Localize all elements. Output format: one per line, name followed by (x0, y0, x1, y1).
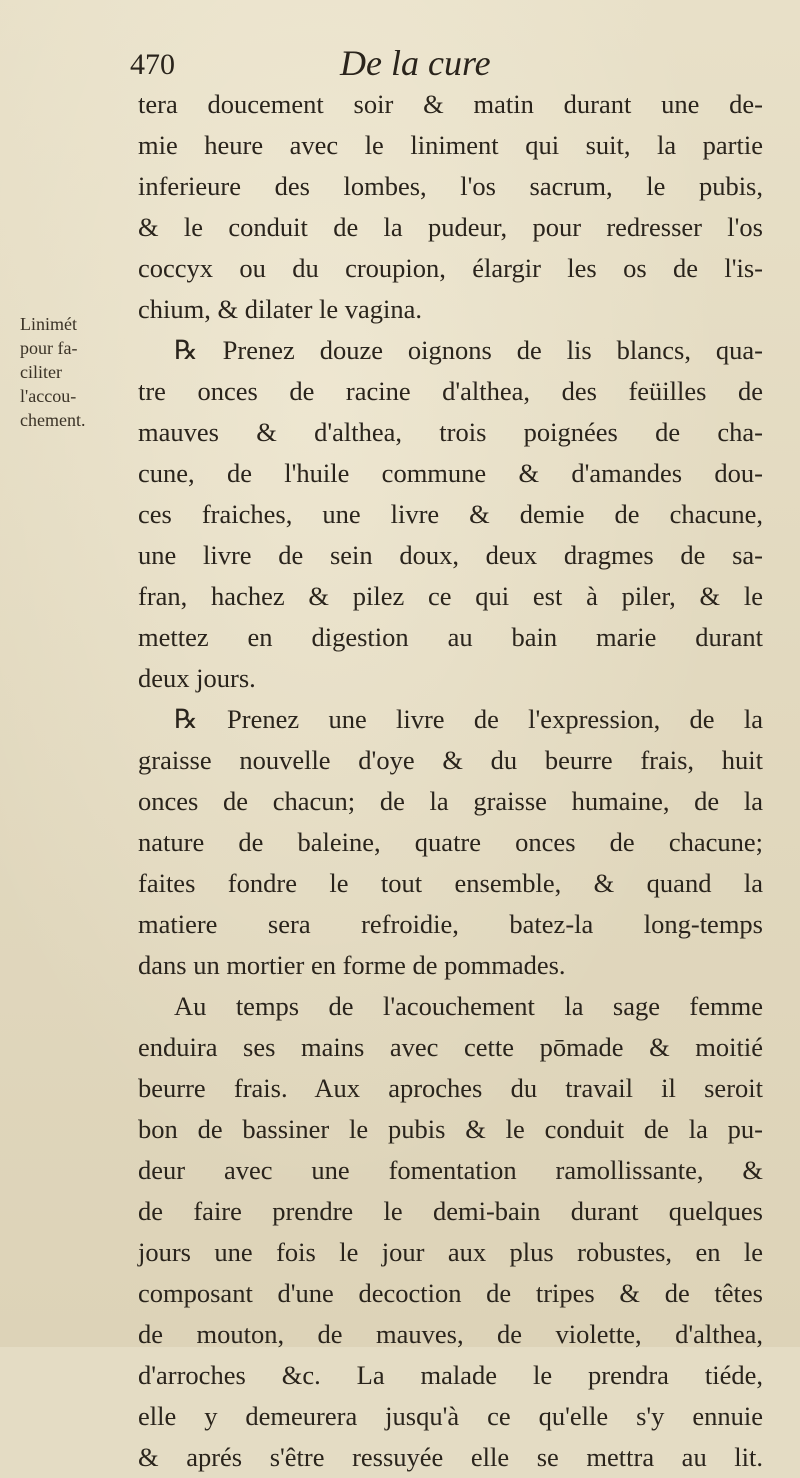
text-line: tre onces de racine d'althea, des feüilles de (138, 376, 763, 406)
text-line: une livre de sein doux, deux dragmes de sa- (138, 540, 763, 570)
text-line: nature de baleine, quatre onces de chacune; (138, 827, 763, 857)
page-number: 470 (130, 48, 175, 81)
text-line: tera doucement soir & matin durant une de- (138, 89, 763, 119)
paragraph-start-line: Au temps de l'acouchement la sage femme (174, 991, 763, 1021)
margin-note-line: pour fa- (20, 338, 78, 358)
text-line: & le conduit de la pudeur, pour redresser l'os (138, 212, 763, 242)
text-line: bon de bassiner le pubis & le conduit de la pu- (138, 1114, 763, 1144)
text-line: coccyx ou du croupion, élargir les os de l'is- (138, 253, 763, 283)
recipe-line: ℞ Prenez douze oignons de lis blancs, qua- (174, 335, 763, 365)
running-head (130, 42, 790, 90)
text-line: cune, de l'huile commune & d'amandes dou- (138, 458, 763, 488)
text-line: de mouton, de mauves, de violette, d'althea, (138, 1319, 763, 1349)
text-line: & aprés s'être ressuyée elle se mettra au lit. (138, 1442, 763, 1472)
text-line: de faire prendre le demi-bain durant quelques (138, 1196, 763, 1226)
text-line: enduira ses mains avec cette pōmade & moitié (138, 1032, 763, 1062)
text-line: mettez en digestion au bain marie durant (138, 622, 763, 652)
text-line: onces de chacun; de la graisse humaine, de la (138, 786, 763, 816)
margin-note-line: ciliter (20, 362, 62, 382)
text-line: mie heure avec le liniment qui suit, la partie (138, 130, 763, 160)
text-line: beurre frais. Aux aproches du travail il seroit (138, 1073, 763, 1103)
text-line: fran, hachez & pilez ce qui est à piler, & le (138, 581, 763, 611)
text-line: inferieure des lombes, l'os sacrum, le pubis, (138, 171, 763, 201)
body-text (138, 84, 763, 1478)
text-line: deux jours. (138, 663, 256, 693)
text-line: faites fondre le tout ensemble, & quand la (138, 868, 763, 898)
text-line: elle y demeurera jusqu'à ce qu'elle s'y ennuie (138, 1401, 763, 1431)
margin-note-line: Linimét (20, 314, 77, 334)
margin-note-line: l'accou- (20, 386, 77, 406)
text-line: composant d'une decoction de tripes & de têtes (138, 1278, 763, 1308)
text-line: dans un mortier en forme de pommades. (138, 950, 566, 980)
recipe-line: ℞ Prenez une livre de l'expression, de la (174, 704, 763, 734)
text-line: chium, & dilater le vagina. (138, 294, 423, 324)
text-line: mauves & d'althea, trois poignées de cha- (138, 417, 763, 447)
margin-note-line: chement. (20, 410, 86, 430)
margin-note (20, 312, 132, 432)
text-line: ces fraiches, une livre & demie de chacune, (138, 499, 763, 529)
text-line: deur avec une fomentation ramollissante, & (138, 1155, 763, 1185)
text-line: matiere sera refroidie, batez-la long-temps (138, 909, 763, 939)
text-line: graisse nouvelle d'oye & du beurre frais, huit (138, 745, 763, 775)
text-line: jours une fois le jour aux plus robustes, en le (138, 1237, 763, 1267)
page-title: De la cure (340, 43, 491, 83)
text-line: d'arroches &c. La malade le prendra tiéde, (138, 1360, 763, 1390)
